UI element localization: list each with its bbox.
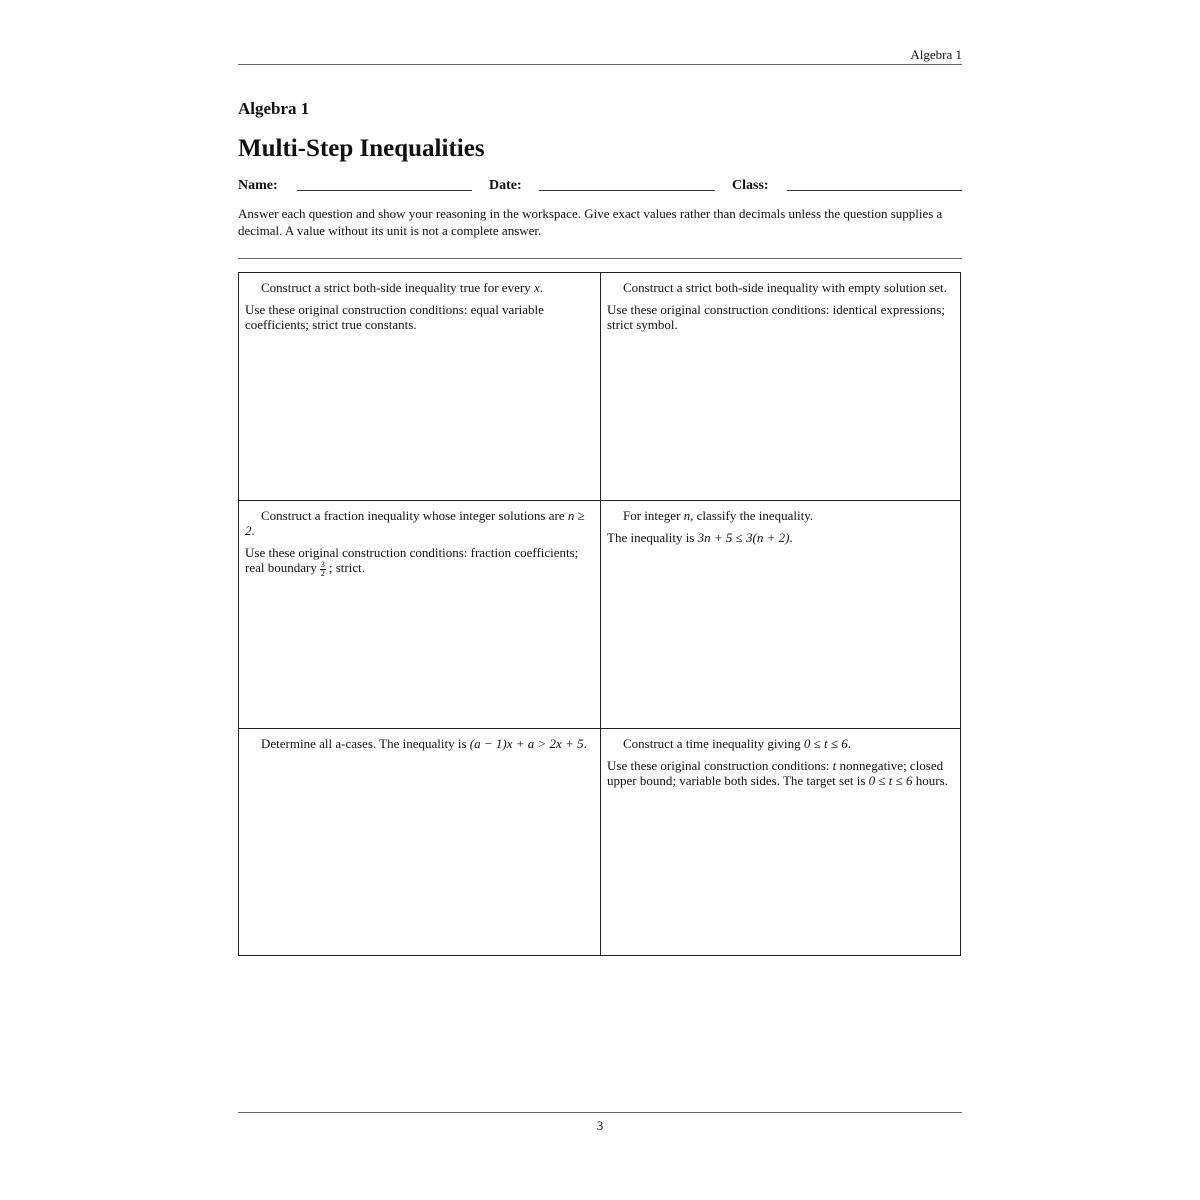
fraction-numerator: 3 [320, 559, 325, 569]
page-title: Multi-Step Inequalities [238, 135, 485, 162]
instructions: Answer each question and show your reasoning in the workspace. Give exact values rather than decimals unless the question supplies a decimal. A value without its unit is not a complete answer. [238, 206, 943, 238]
problem-cell-6[interactable] [601, 729, 962, 956]
problem-prompt: Construct a strict both-side inequality with empty solution set. [623, 280, 947, 295]
prompt-text-end: , classify the inequality. [690, 508, 814, 523]
problem-cell-2[interactable] [601, 273, 962, 500]
problem-prompt [607, 736, 959, 751]
prompt-text: Construct a strict both-side inequality true for every [261, 280, 534, 295]
detail-math: 3n + 5 ≤ 3(n + 2) [697, 530, 790, 545]
footer-rule [238, 1112, 962, 1113]
prompt-text: For integer [623, 508, 684, 523]
prompt-math: (a − 1)x + a > 2x + 5 [469, 736, 584, 751]
problem-grid [238, 272, 961, 956]
problem-cell-3[interactable] [239, 501, 600, 728]
prompt-punctuation: . [539, 280, 543, 295]
prompt-math: n ≥ 2 [245, 508, 585, 538]
problem-detail: Use these original construction conditions: identical expressions; strict symbol. [607, 302, 945, 332]
detail-end: . [789, 530, 793, 545]
name-label: Name: [238, 178, 278, 193]
fraction [320, 561, 326, 578]
header-rule [238, 64, 962, 65]
problem-detail [245, 545, 597, 578]
course-label: Algebra 1 [238, 99, 310, 118]
prompt-variable: n [683, 508, 691, 523]
detail-variable: t [832, 758, 837, 773]
date-label: Date: [489, 178, 522, 193]
page-number: 3 [596, 1118, 604, 1133]
problem-prompt [245, 280, 597, 295]
problem-detail: Use these original construction conditions: equal variable coefficients; strict true constants. [245, 302, 544, 332]
prompt-math: 0 ≤ t ≤ 6 [803, 736, 848, 751]
prompt-variable: x [533, 280, 540, 295]
problem-prompt [245, 736, 597, 751]
instructions-rule [238, 258, 962, 259]
problem-cell-1[interactable] [239, 273, 600, 500]
detail-end: hours. [912, 773, 948, 788]
date-field[interactable] [539, 190, 715, 191]
prompt-text: Construct a time inequality giving [623, 736, 804, 751]
prompt-text: Construct a fraction inequality whose integer solutions are [261, 508, 568, 523]
name-field[interactable] [297, 190, 472, 191]
detail-end: ; strict. [328, 560, 365, 575]
prompt-punctuation: . [847, 736, 852, 751]
running-header-title: Algebra 1 [910, 47, 962, 62]
problem-cell-5[interactable] [239, 729, 600, 956]
prompt-punctuation: . [583, 736, 587, 751]
problem-detail [607, 758, 959, 788]
fraction-denominator: 2 [320, 568, 325, 578]
prompt-punctuation: . [251, 523, 255, 538]
problem-cell-4[interactable] [601, 501, 962, 728]
prompt-text: Determine all a-cases. The inequality is [261, 736, 470, 751]
detail-text: Use these original construction conditions: [607, 758, 833, 773]
problem-prompt [245, 508, 597, 538]
detail-text: Use these original construction conditions: fraction coefficients; real boundary [245, 545, 579, 575]
problem-detail [607, 530, 959, 545]
class-field[interactable] [787, 190, 962, 191]
detail-math: 0 ≤ t ≤ 6 [868, 773, 913, 788]
class-label: Class: [732, 178, 769, 193]
detail-text-middle: nonnegative; closed upper bound; variable both sides. The target set is [607, 758, 944, 788]
detail-text: The inequality is [607, 530, 698, 545]
problem-prompt [607, 508, 959, 523]
